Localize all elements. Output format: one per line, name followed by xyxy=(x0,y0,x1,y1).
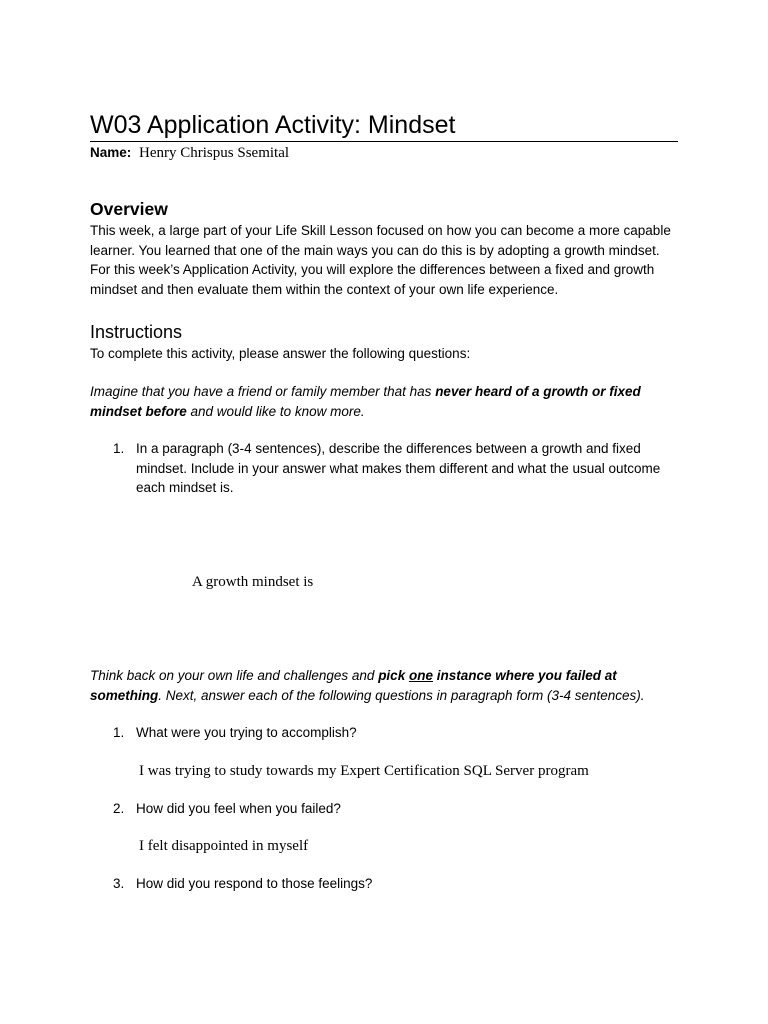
question-number: 1. xyxy=(113,441,125,456)
prompt-one xyxy=(90,382,670,421)
answer-text[interactable]: A growth mindset is xyxy=(192,574,314,590)
prompt-one-bold: never heard of a growth or fixed mindset before xyxy=(90,384,641,419)
prompt-two xyxy=(90,666,670,705)
document-title: W03 Application Activity: Mindset xyxy=(90,111,456,139)
question-text: How did you respond to those feelings? xyxy=(136,876,373,891)
answer-text[interactable]: I was trying to study towards my Expert Certification SQL Server program xyxy=(139,763,589,779)
prompt-two-underline: one xyxy=(408,668,433,683)
prompt-two-post: . Next, answer each of the following questions in paragraph form (3-4 sentences). xyxy=(158,687,645,703)
question-number: 1. xyxy=(113,725,125,740)
prompt-one-pre: Imagine that you have a friend or family member that has xyxy=(90,384,436,399)
name-row xyxy=(90,143,289,163)
prompt-one-post: and would like to know more. xyxy=(186,403,365,419)
instructions-intro: To complete this activity, please answer the following questions: xyxy=(90,346,471,361)
name-value: Henry Chrispus Ssemital xyxy=(139,145,290,161)
prompt-two-bold: pick xyxy=(378,668,409,683)
answer-text[interactable]: I felt disappointed in myself xyxy=(139,838,309,854)
title-underline xyxy=(90,141,678,142)
name-label: Name: xyxy=(90,145,132,160)
instructions-heading: Instructions xyxy=(90,322,183,342)
overview-heading: Overview xyxy=(90,199,168,219)
question-number: 3. xyxy=(113,876,125,891)
prompt-two-bold-2: instance where you failed at something xyxy=(90,668,617,703)
question-text: What were you trying to accomplish? xyxy=(136,725,357,740)
question-text: In a paragraph (3-4 sentences), describe the differences between a growth and fixed mindset. Include in your answer what makes them different and what the usual outcome each mindset is. xyxy=(136,441,661,495)
question-text: How did you feel when you failed? xyxy=(136,801,341,816)
question-number: 2. xyxy=(113,801,125,816)
prompt-two-pre: Think back on your own life and challenges and xyxy=(90,668,379,683)
overview-body: This week, a large part of your Life Skill Lesson focused on how you can become a more capable learner. You learned that one of the main ways you can do this is by adopting a growth mindset. For this week’s Application Activity, you will explore the differences between a fixed and growth mindset and then evaluate them within the context of your own life experience. xyxy=(90,223,671,297)
